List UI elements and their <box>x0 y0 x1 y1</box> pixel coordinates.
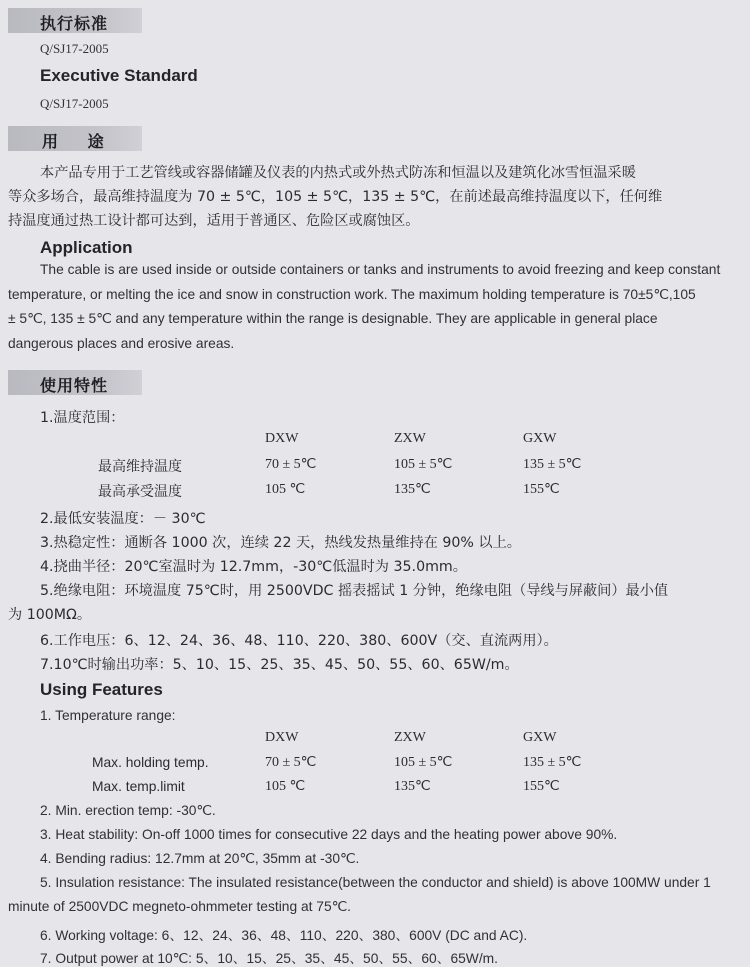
cn-table-header-gxw: GXW <box>523 431 557 446</box>
cn-table-row-label: 最高维持温度 <box>98 459 182 475</box>
en-table-header-gxw: GXW <box>523 730 557 745</box>
features-en-item: 2. Min. erection temp: -30℃. <box>40 803 216 818</box>
en-table-header-zxw: ZXW <box>394 730 426 745</box>
application-cn-line: 本产品专用于工艺管线或容器储罐及仪表的内热式或外热式防冻和恒温以及建筑化冰雪恒温采暖 <box>40 165 636 181</box>
application-en-line: dangerous places and erosive areas. <box>8 336 235 351</box>
en-table-row-label: Max. holding temp. <box>92 755 209 770</box>
standard-code-2: Q/SJ17-2005 <box>40 96 109 111</box>
section-bar-standard <box>8 8 142 33</box>
features-cn-item: 4.挠曲半径：20℃室温时为 12.7mm，-30℃低温时为 35.0mm。 <box>40 559 467 575</box>
cn-table-cell: 105 ℃ <box>265 482 306 497</box>
application-en-line: The cable is are used inside or outside containers or tanks and instruments to avoid freezing and keep constant <box>40 262 721 277</box>
features-cn-item1: 1.温度范围： <box>40 410 125 426</box>
features-cn-item: 7.10℃时输出功率：5、10、15、25、35、45、50、55、60、65W/m。 <box>40 657 519 673</box>
en-table-cell: 105 ± 5℃ <box>394 755 453 770</box>
en-table-header-dxw: DXW <box>265 730 299 745</box>
standard-cn-title: 执行标准 <box>40 14 109 33</box>
standard-en-title: Executive Standard <box>40 66 198 85</box>
en-table-cell: 155℃ <box>523 779 560 794</box>
application-cn-line: 等众多场合，最高维持温度为 70 ± 5℃，105 ± 5℃，135 ± 5℃，在前述最高维持温度以下，任何维 <box>8 189 663 205</box>
features-en-title: Using Features <box>40 680 163 699</box>
features-en-item: minute of 2500VDC megneto-ohmmeter testing at 75℃. <box>8 899 351 914</box>
features-en-item: 3. Heat stability: On-off 1000 times for consecutive 22 days and the heating power above 90%. <box>40 827 618 842</box>
cn-table-cell: 155℃ <box>523 482 560 497</box>
section-bar-features <box>8 370 142 395</box>
features-en-item: 5. Insulation resistance: The insulated resistance(between the conductor and shield) is above 100MW under 1 <box>40 875 711 890</box>
cn-table-header-zxw: ZXW <box>394 431 426 446</box>
application-cn-line: 持温度通过热工设计都可达到，适用于普通区、危险区或腐蚀区。 <box>8 213 420 229</box>
cn-table-cell: 135 ± 5℃ <box>523 457 582 472</box>
cn-table-row-label: 最高承受温度 <box>98 484 182 500</box>
application-en-line: ± 5℃, 135 ± 5℃ and any temperature within the range is designable. They are applicable in general place <box>8 311 658 326</box>
en-table-cell: 135℃ <box>394 779 431 794</box>
features-cn-title: 使用特性 <box>40 376 109 395</box>
standard-code-1: Q/SJ17-2005 <box>40 41 109 56</box>
features-en-item: 7. Output power at 10℃: 5、10、15、25、35、45、50、55、60、65W/m. <box>40 951 498 966</box>
features-cn-item: 5.绝缘电阻：环境温度 75℃时，用 2500VDC 摇表摇试 1 分钟，绝缘电阻（导线与屏蔽间）最小值 <box>40 583 669 599</box>
en-table-cell: 135 ± 5℃ <box>523 755 582 770</box>
section-bar-application <box>8 126 142 151</box>
application-en-title: Application <box>40 238 133 257</box>
features-en-item: 6. Working voltage: 6、12、24、36、48、110、220、380、600V (DC and AC). <box>40 928 528 943</box>
en-table-row-label: Max. temp.limit <box>92 779 185 794</box>
application-en-line: temperature, or melting the ice and snow in construction work. The maximum holding temperature is 70±5℃,105 <box>8 287 696 302</box>
features-cn-item: 2.最低安装温度：－ 30℃ <box>40 511 206 527</box>
cn-table-header-dxw: DXW <box>265 431 299 446</box>
en-table-cell: 70 ± 5℃ <box>265 755 317 770</box>
cn-table-cell: 70 ± 5℃ <box>265 457 317 472</box>
en-table-cell: 105 ℃ <box>265 779 306 794</box>
features-en-item1: 1. Temperature range: <box>40 708 176 723</box>
features-cn-item: 3.热稳定性：通断各 1000 次，连续 22 天，热线发热量维持在 90% 以上。 <box>40 535 521 551</box>
features-cn-item: 6.工作电压：6、12、24、36、48、110、220、380、600V（交、直流两用）。 <box>40 633 558 649</box>
cn-table-cell: 105 ± 5℃ <box>394 457 453 472</box>
cn-table-cell: 135℃ <box>394 482 431 497</box>
application-cn-title: 用 途 <box>42 132 116 151</box>
features-cn-item: 为 100MΩ。 <box>8 607 92 623</box>
features-en-item: 4. Bending radius: 12.7mm at 20℃, 35mm at -30℃. <box>40 851 360 866</box>
